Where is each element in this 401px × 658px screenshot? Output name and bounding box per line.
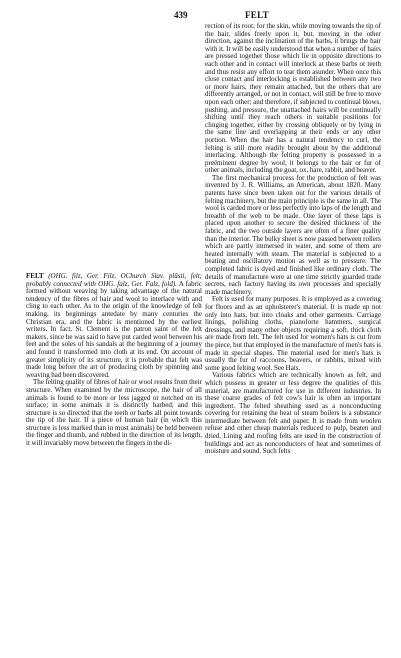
left-column: [26, 273, 202, 448]
running-head: FELT: [245, 10, 269, 20]
paragraph: Felt is used for many purposes. It is employed as a covering for floors and as an upholsterer's material. It is made up not only into hats, but into cloaks and other garments. Carriage linings, polishing cloths, pianoforte hammers, surgical dressings, and many other objects requiring a soft, thick cloth are made from felt. The felt used for women's hats is cut from the piece, but that employed in the manufacture of men's hats is made in special shapes. The material used for men's hats is usually the fur of raccoons, beavers, or rabbits, mixed with some good felting wool. See Hats.: [205, 295, 381, 372]
paragraph: The first mechanical process for the production of felt was invented by J. R. Williams, an American, about 1820. Many patents have since been taken out for the various details of felting machinery, but the main principle is the same in all. The wool is carded more or less perfectly into laps of the length and breadth of the web to be made. One layer of these laps is placed upon another to secure the desired thickness of the fabric, and the two outside layers are often of a finer quality than the interior. The bulky sheet is now passed between rollers which are partly immersed in water, and some of them are heated internally with steam. The material is subjected to a beating and oscillatory motion as well as to pressure. The completed fabric is dyed and finished like ordinary cloth. The details of manufacture were at one time strictly guarded trade secrets, each factory having its own processes and specially made machinery.: [205, 173, 381, 296]
paragraph: A fabric formed without weaving by taking advantage of the natural tendency of the fibres of hair and wool to interlace with and cling to each other. As to the origin of the knowledge of felt making, its beginnings antedate by many centuries the Christian era, and the fabric is mentioned by the earliest writers. In fact, St. Clement is the patron saint of the felt makers, since he was said to have put carded wool between his feet and the soles of his sandals at the beginning of a journey and found it transformed into cloth at its end. On account of greater simplicity of its structure, it is probable that felt was made long before the art of producing cloth by spinning and weaving had been discovered.: [26, 279, 202, 379]
entry-headword: FELT: [26, 272, 44, 280]
paragraph: rection of its root; for the skin, while moving towards the tip of the hair, slides freely upon it, but, moving in the other direction, against the inclination of the barbs, it brings the hair with it. It will be easily understood that when a number of hairs are pressed together those which lie in opposite directions to each other and in contact will interlock at these barbs or teeth and thus resist any effort to tear them asunder. When once this close contact and interlocking is established between any two or more hairs, they remain attached, but the others that are differently arranged, or not in contact, will still be free to move upon each other; and therefore, if subjected to continual blows, pushing, and pressure, the unattached hairs will be continually shifting until they reach others in suitable positions for clinging together, either by crossing obliquely or by lying in the same line and overlapping at their ends or any other portion. When the hair has a natural tendency to curl, the felting is still more readily brought about by the additional interlacing. Although the felting property is possessed in a preëminent degree by wool, it belongs to the hair or fur of other animals, including the goat, ox, hare, rabbit, and beaver.: [205, 22, 381, 175]
etymology: (OHG. filz, Ger. Filz, OChurch Slav. plŭsti, felt; probably connected with OHG. falz, Ger. Falz, fold).: [26, 272, 202, 288]
right-column: [205, 23, 381, 456]
entry-opening: [26, 273, 202, 379]
paragraph: Various fabrics which are technically known as felt, and which possess in greater or less degree the qualities of this material, are manufactured for use in different industries. In these coarse grades of felt cow's hair is often an important ingredient. The felted sheathing used as a nonconducting covering for retaining the heat of steam boilers is a substance intermediate between felt and paper. It is made from woolen refuse and other cheap materials reduced to pulp, beaten and dried. Lining and roofing felts are used in the construction of buildings and act as nonconductors of heat and sometimes of moisture and sound. Such felts: [205, 371, 381, 456]
page-header: [0, 9, 401, 23]
page-number: 439: [174, 10, 188, 20]
paragraph: The felting quality of fibres of hair or wool results from their structure. When examined by the microscope, the hair of all animals is found to be more or less jagged or notched on its surface; in some animals it is distinctly barbed; and this structure is so directed that the teeth or barbs all point towards the tip of the hair. If a piece of human hair (in which this structure is less marked than in most animals) be held between the finger and thumb, and rubbed in the direction of its length, it will invariably move between the fingers in the di-: [26, 378, 202, 448]
